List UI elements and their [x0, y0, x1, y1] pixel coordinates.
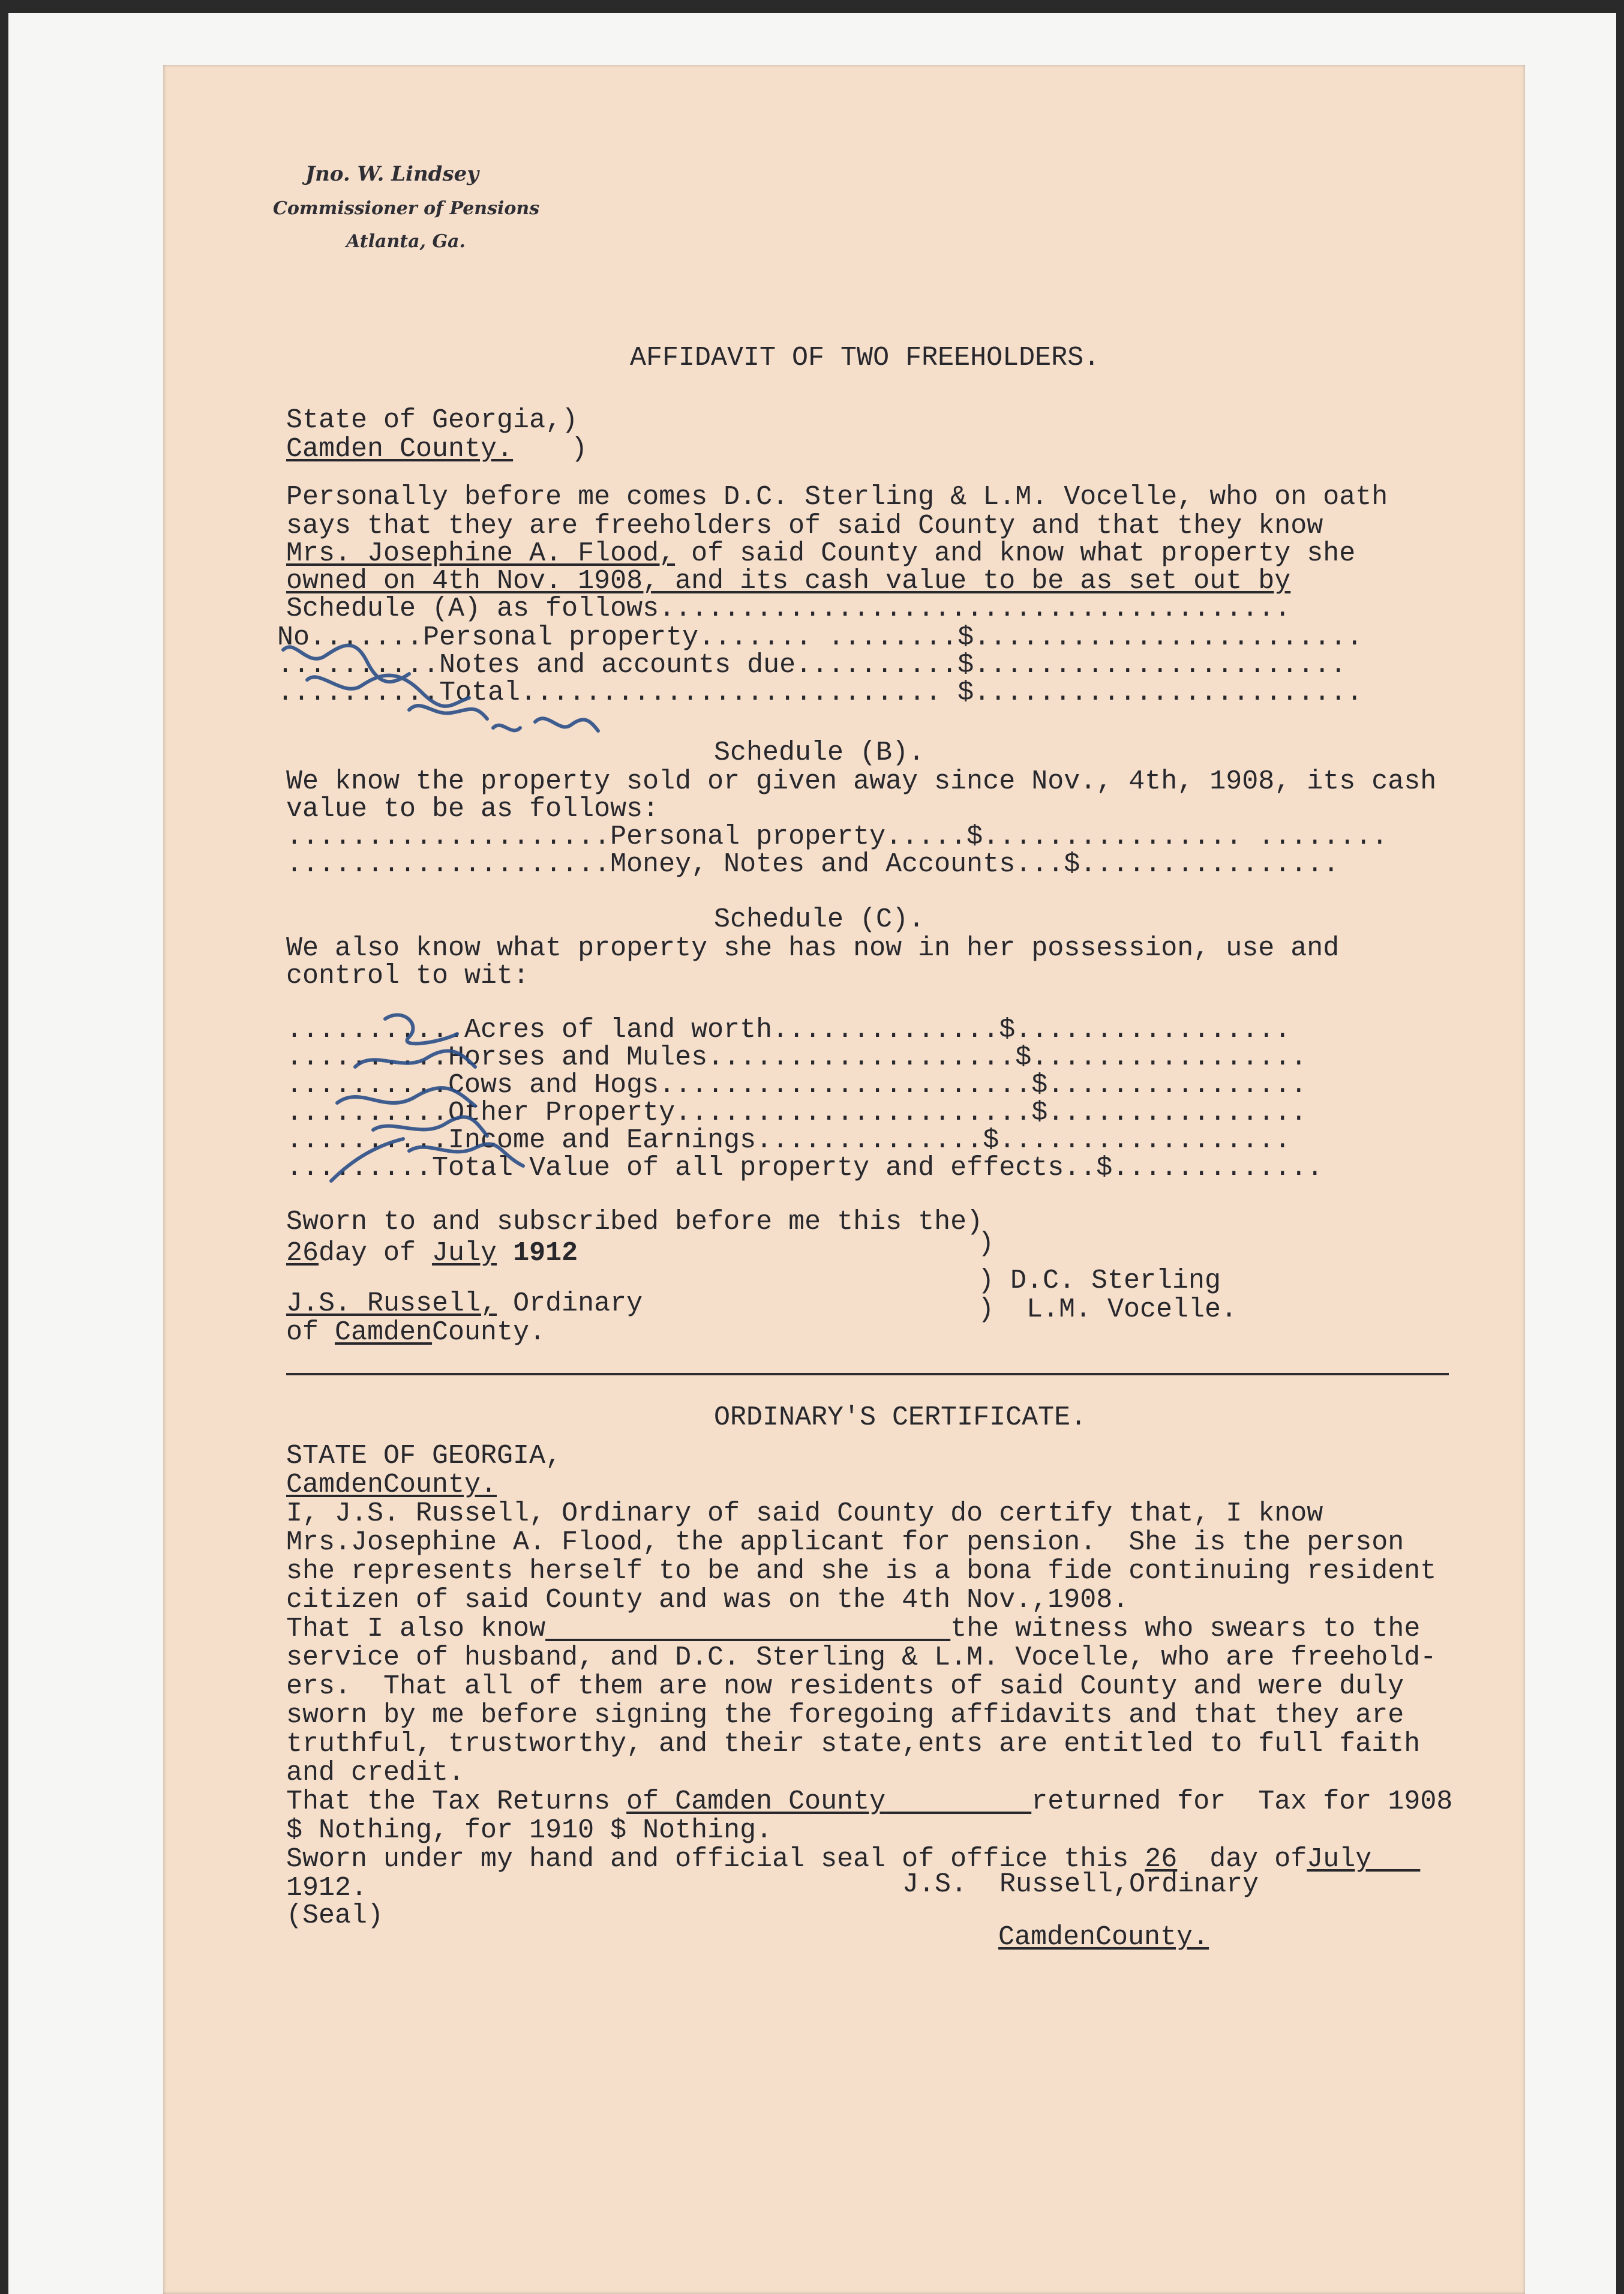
- letterhead-title: Commissioner of Pensions: [273, 198, 540, 219]
- certificate-line-5: [286, 1615, 1420, 1642]
- certificate-witness-swears: the witness who swears to the: [950, 1614, 1421, 1644]
- schedule-a-total: ..........Total.......................... $........................: [277, 677, 1363, 708]
- certificate-blank-witness: [545, 1614, 950, 1644]
- ordinary-title: Ordinary: [497, 1288, 643, 1319]
- schedule-c-other: ..........Other Property......................$................: [286, 1097, 1307, 1128]
- signature-paren: ): [978, 1228, 995, 1259]
- certificate-line-3: she represents herself to be and she is a bona fide continuing resident: [286, 1556, 1437, 1587]
- certificate-line-10: and credit.: [286, 1758, 465, 1788]
- sworn-day-of: day of: [319, 1238, 433, 1269]
- schedule-c-income: ..........Income and Earnings..............$..................: [286, 1125, 1291, 1156]
- tax-returns-blank: [885, 1786, 1031, 1817]
- certificate-signature-county: CamdenCounty.: [998, 1922, 1209, 1953]
- schedule-c-cows: ..........Cows and Hogs.......................$................: [286, 1070, 1307, 1100]
- sworn-day: 26: [286, 1238, 319, 1269]
- certificate-day: 26: [1145, 1844, 1178, 1875]
- affidavit-line-3-rest: of said County and know what property she: [675, 538, 1356, 569]
- certificate-line-12: $ Nothing, for 1910 $ Nothing.: [286, 1815, 773, 1846]
- affidavit-line-4: owned on 4th Nov. 1908, and its cash value to be as set out by: [286, 566, 1291, 596]
- certificate-county: CamdenCounty.: [286, 1470, 497, 1500]
- sworn-year: 1912: [497, 1238, 578, 1269]
- venue-state: State of Georgia,): [286, 405, 578, 436]
- affidavit-line-1: Personally before me comes D.C. Sterling & L.M. Vocelle, who on oath: [286, 482, 1388, 512]
- ordinary-name: J.S. Russell,: [286, 1288, 497, 1319]
- venue-paren: ): [571, 434, 588, 464]
- certificate-line-8: sworn by me before signing the foregoing affidavits and that they are: [286, 1700, 1404, 1731]
- certificate-day-of: day of: [1177, 1844, 1307, 1875]
- certificate-seal: (Seal): [286, 1900, 384, 1931]
- sworn-line-2: [286, 1240, 578, 1267]
- ordinary-line-2: [286, 1319, 545, 1346]
- certificate-line-4: citizen of said County and was on the 4th Nov.,1908.: [286, 1585, 1129, 1615]
- certificate-also-know: That I also know: [286, 1614, 546, 1644]
- ordinary-of: of: [286, 1317, 335, 1348]
- schedule-c-total: .........Total Value of all property and effects..$.............: [286, 1153, 1323, 1183]
- certificate-title: ORDINARY'S CERTIFICATE.: [714, 1402, 1087, 1433]
- schedule-a-personal-property: No.......Personal property....... ........$........................: [277, 622, 1363, 653]
- letterhead-name: Jno. W. Lindsey: [305, 162, 479, 186]
- schedule-c-line-2: control to wit:: [286, 961, 530, 991]
- tax-returns-county: of Camden County: [626, 1786, 886, 1817]
- sworn-under-hand: Sworn under my hand and official seal of office this: [286, 1844, 1145, 1875]
- witness-vocelle: ) L.M. Vocelle.: [978, 1294, 1238, 1325]
- witness-sterling: ) D.C. Sterling: [978, 1266, 1221, 1296]
- section-divider: [286, 1373, 1449, 1375]
- certificate-line-7: ers. That all of them are now residents of said County and were duly: [286, 1671, 1404, 1702]
- certificate-signature: J.S. Russell,Ordinary: [902, 1869, 1259, 1900]
- sworn-line-1: Sworn to and subscribed before me this the): [286, 1207, 983, 1237]
- ordinary-county: Camden: [335, 1317, 433, 1348]
- schedule-b-personal-property: ....................Personal property.....$................ ........: [286, 821, 1388, 852]
- document-page: [163, 65, 1525, 2294]
- certificate-line-6: service of husband, and D.C. Sterling & L.M. Vocelle, who are freehold-: [286, 1642, 1437, 1673]
- schedule-c-title: Schedule (C).: [714, 904, 925, 935]
- tax-returns-for: returned for Tax for 1908: [1031, 1786, 1453, 1817]
- certificate-month: July: [1307, 1844, 1421, 1875]
- affidavit-line-3: [286, 540, 1355, 567]
- letterhead-place: Atlanta, Ga.: [346, 231, 466, 252]
- ordinary-county-suffix: County.: [432, 1317, 546, 1348]
- schedule-c-line-1: We also know what property she has now in her possession, use and: [286, 933, 1340, 964]
- schedule-c-acres: ...........Acres of land worth..............$.................: [286, 1015, 1291, 1045]
- tax-returns-label: That the Tax Returns: [286, 1786, 627, 1817]
- pen-scribble-schedule-c: [319, 1001, 631, 1199]
- schedule-a-notes: ..........Notes and accounts due..........$.......................: [277, 650, 1347, 680]
- venue-county: Camden County.: [286, 434, 514, 464]
- affidavit-title: AFFIDAVIT OF TWO FREEHOLDERS.: [630, 343, 1100, 373]
- applicant-name: Mrs. Josephine A. Flood,: [286, 538, 676, 569]
- certificate-year: 1912.: [286, 1873, 368, 1903]
- certificate-state: STATE OF GEORGIA,: [286, 1441, 562, 1471]
- schedule-b-line-1: We know the property sold or given away since Nov., 4th, 1908, its cash: [286, 766, 1437, 797]
- certificate-line-9: truthful, trustworthy, and their state,ents are entitled to full faith: [286, 1729, 1421, 1759]
- certificate-line-1: I, J.S. Russell, Ordinary of said County do certify that, I know: [286, 1498, 1323, 1529]
- sworn-month: July: [432, 1238, 497, 1269]
- certificate-line-2: Mrs.Josephine A. Flood, the applicant for pension. She is the person: [286, 1527, 1404, 1558]
- handwritten-note-hazelhurst-ga: [271, 614, 631, 752]
- schedule-b-title: Schedule (B).: [714, 737, 925, 768]
- affidavit-line-2: says that they are freeholders of said County and that they know: [286, 511, 1323, 541]
- schedule-a-intro: Schedule (A) as follows.......................................: [286, 593, 1291, 624]
- certificate-line-11: [286, 1788, 1452, 1815]
- schedule-b-money-notes: ....................Money, Notes and Accounts...$................: [286, 849, 1340, 880]
- ordinary-line-1: [286, 1290, 643, 1317]
- schedule-c-horses: ..........Horses and Mules...................$.................: [286, 1042, 1307, 1073]
- schedule-b-line-2: value to be as follows:: [286, 794, 659, 824]
